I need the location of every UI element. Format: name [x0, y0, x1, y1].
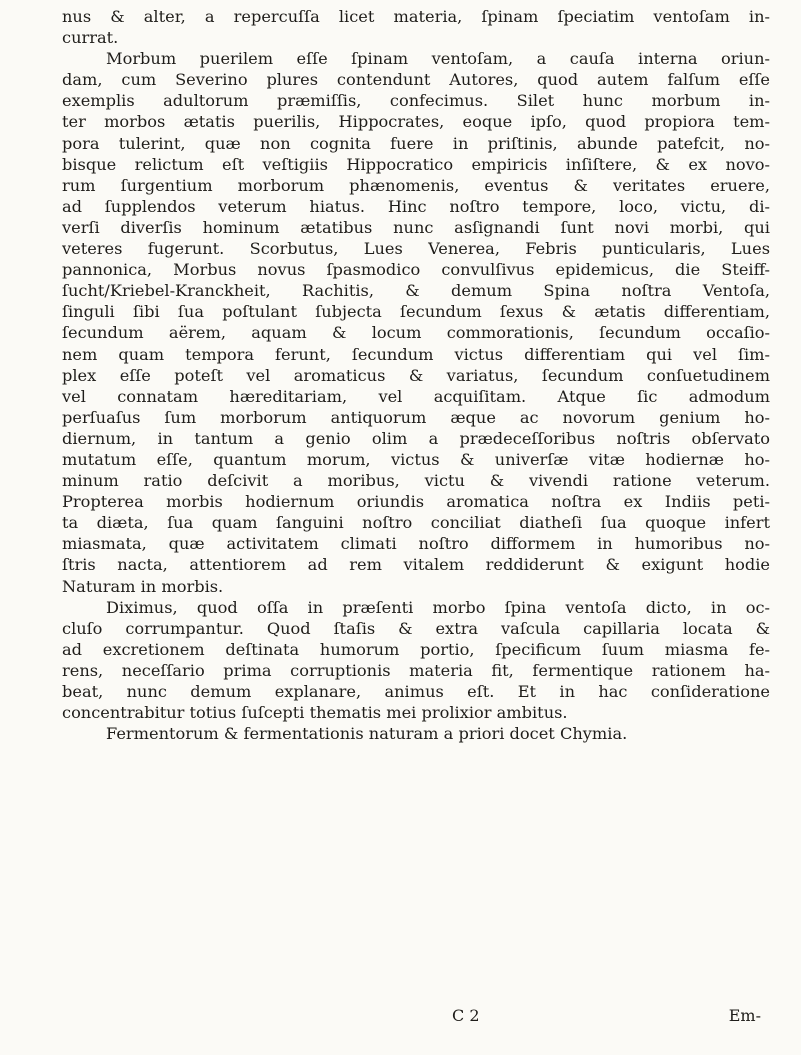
- text-line: Naturam in morbis.: [62, 576, 224, 596]
- text-line: beat, nunc demum explanare, animus eſt. Et in hac conſideratione: [62, 682, 770, 701]
- text-line: vel connatam hæreditariam, vel acquiſitam. Atque ſic admodum: [62, 386, 770, 406]
- text-line: ſecundum aërem, aquam & locum commorationis, ſecundum occaſio-: [62, 323, 770, 343]
- text-line: bisque relictum eſt veſtigiis Hippocratico empiricis inſiſtere, & ex novo-: [62, 154, 770, 174]
- text-line: currat.: [62, 28, 119, 48]
- text-line: pora tulerint, quæ non cognita fuere in priſtinis, abunde patefcit, no-: [62, 133, 770, 153]
- text-line: veteres fugerunt. Scorbutus, Lues Venerea, Febris punticularis, Lues: [62, 239, 770, 259]
- text-line: ad ſupplendos veterum hiatus. Hinc noſtro tempore, loco, victu, di-: [62, 196, 770, 216]
- text-line: ſinguli ſibi ſua poſtulant ſubjecta ſecundum ſexus & ætatis differentiam,: [62, 302, 770, 322]
- text-line: mutatum eſſe, quantum morum, victus & univerſæ vitæ hodiernæ ho-: [62, 449, 770, 469]
- text-line: rens, neceſſario prima corruptionis materia fit, fermentique rationem ha-: [62, 660, 770, 680]
- text-line: concentrabitur totius ſuſcepti thematis mei prolixior ambitus.: [62, 703, 568, 723]
- text-line: Fermentorum & fermentationis naturam a priori docet Chymia.: [106, 724, 628, 744]
- text-line: verſi diverſis hominum ætatibus nunc asſignandi ſunt novi morbi, qui: [62, 217, 770, 237]
- text-line: diernum, in tantum a genio olim a prædeceſſoribus noſtris obſervato: [62, 428, 770, 448]
- text-line: ſucht/Kriebel-Kranckheit, Rachitis, & demum Spina noſtra Ventoſa,: [62, 281, 770, 301]
- text-line: Diximus, quod oſſa in præſenti morbo ſpina ventoſa dicto, in oc-: [106, 597, 770, 617]
- text-line: ſtris nacta, attentiorem ad rem vitalem reddiderunt & exigunt hodie: [62, 555, 770, 575]
- text-line: ad excretionem deſtinata humorum portio, ſpecificum ſuum miasma fe-: [62, 639, 770, 659]
- text-line: dam, cum Severino plures contendunt Autores, quod autem falſum eſſe: [62, 70, 770, 90]
- text-line: minum ratio deſcivit a moribus, victu & vivendi ratione veterum.: [62, 471, 770, 491]
- text-line: plex eſſe poteſt vel aromaticus & variatus, ſecundum conſuetudinem: [62, 365, 770, 385]
- text-line: miasmata, quæ activitatem climati noſtro difformem in humoribus no-: [62, 534, 770, 554]
- text-line: Morbum puerilem eſſe ſpinam ventoſam, a cauſa interna oriun-: [106, 49, 770, 69]
- text-line: pannonica, Morbus novus ſpasmodico convulſivus epidemicus, die Steiff-: [62, 260, 770, 280]
- text-line: exemplis adultorum præmiſſis, confecimus. Silet hunc morbum in-: [62, 91, 770, 111]
- catchword: Em-: [728, 1006, 761, 1025]
- text-line: rum ſurgentium morborum phænomenis, eventus & veritates eruere,: [62, 175, 770, 195]
- text-line: Propterea morbis hodiernum oriundis aromatica noſtra ex Indiis peti-: [62, 492, 770, 512]
- body-text: [62, 6, 770, 744]
- text-line: perſuaſus ſum morborum antiquorum æque ac novorum genium ho-: [62, 407, 770, 427]
- signature-mark: C 2: [452, 1006, 480, 1025]
- text-line: cluſo corrumpantur. Quod ſtaſis & extra vaſcula capillaria locata &: [62, 618, 770, 638]
- text-line: nem quam tempora ferunt, ſecundum victus differentiam qui vel ſim-: [62, 344, 770, 364]
- page-footer: [0, 1006, 801, 1030]
- text-line: ter morbos ætatis puerilis, Hippocrates, eoque ipſo, quod propiora tem-: [62, 112, 770, 132]
- text-line: nus & alter, a repercuſſa licet materia, ſpinam ſpeciatim ventoſam in-: [62, 7, 770, 26]
- text-line: ta diæta, ſua quam ſanguini noſtro conciliat diatheſi ſua quoque infert: [62, 513, 770, 533]
